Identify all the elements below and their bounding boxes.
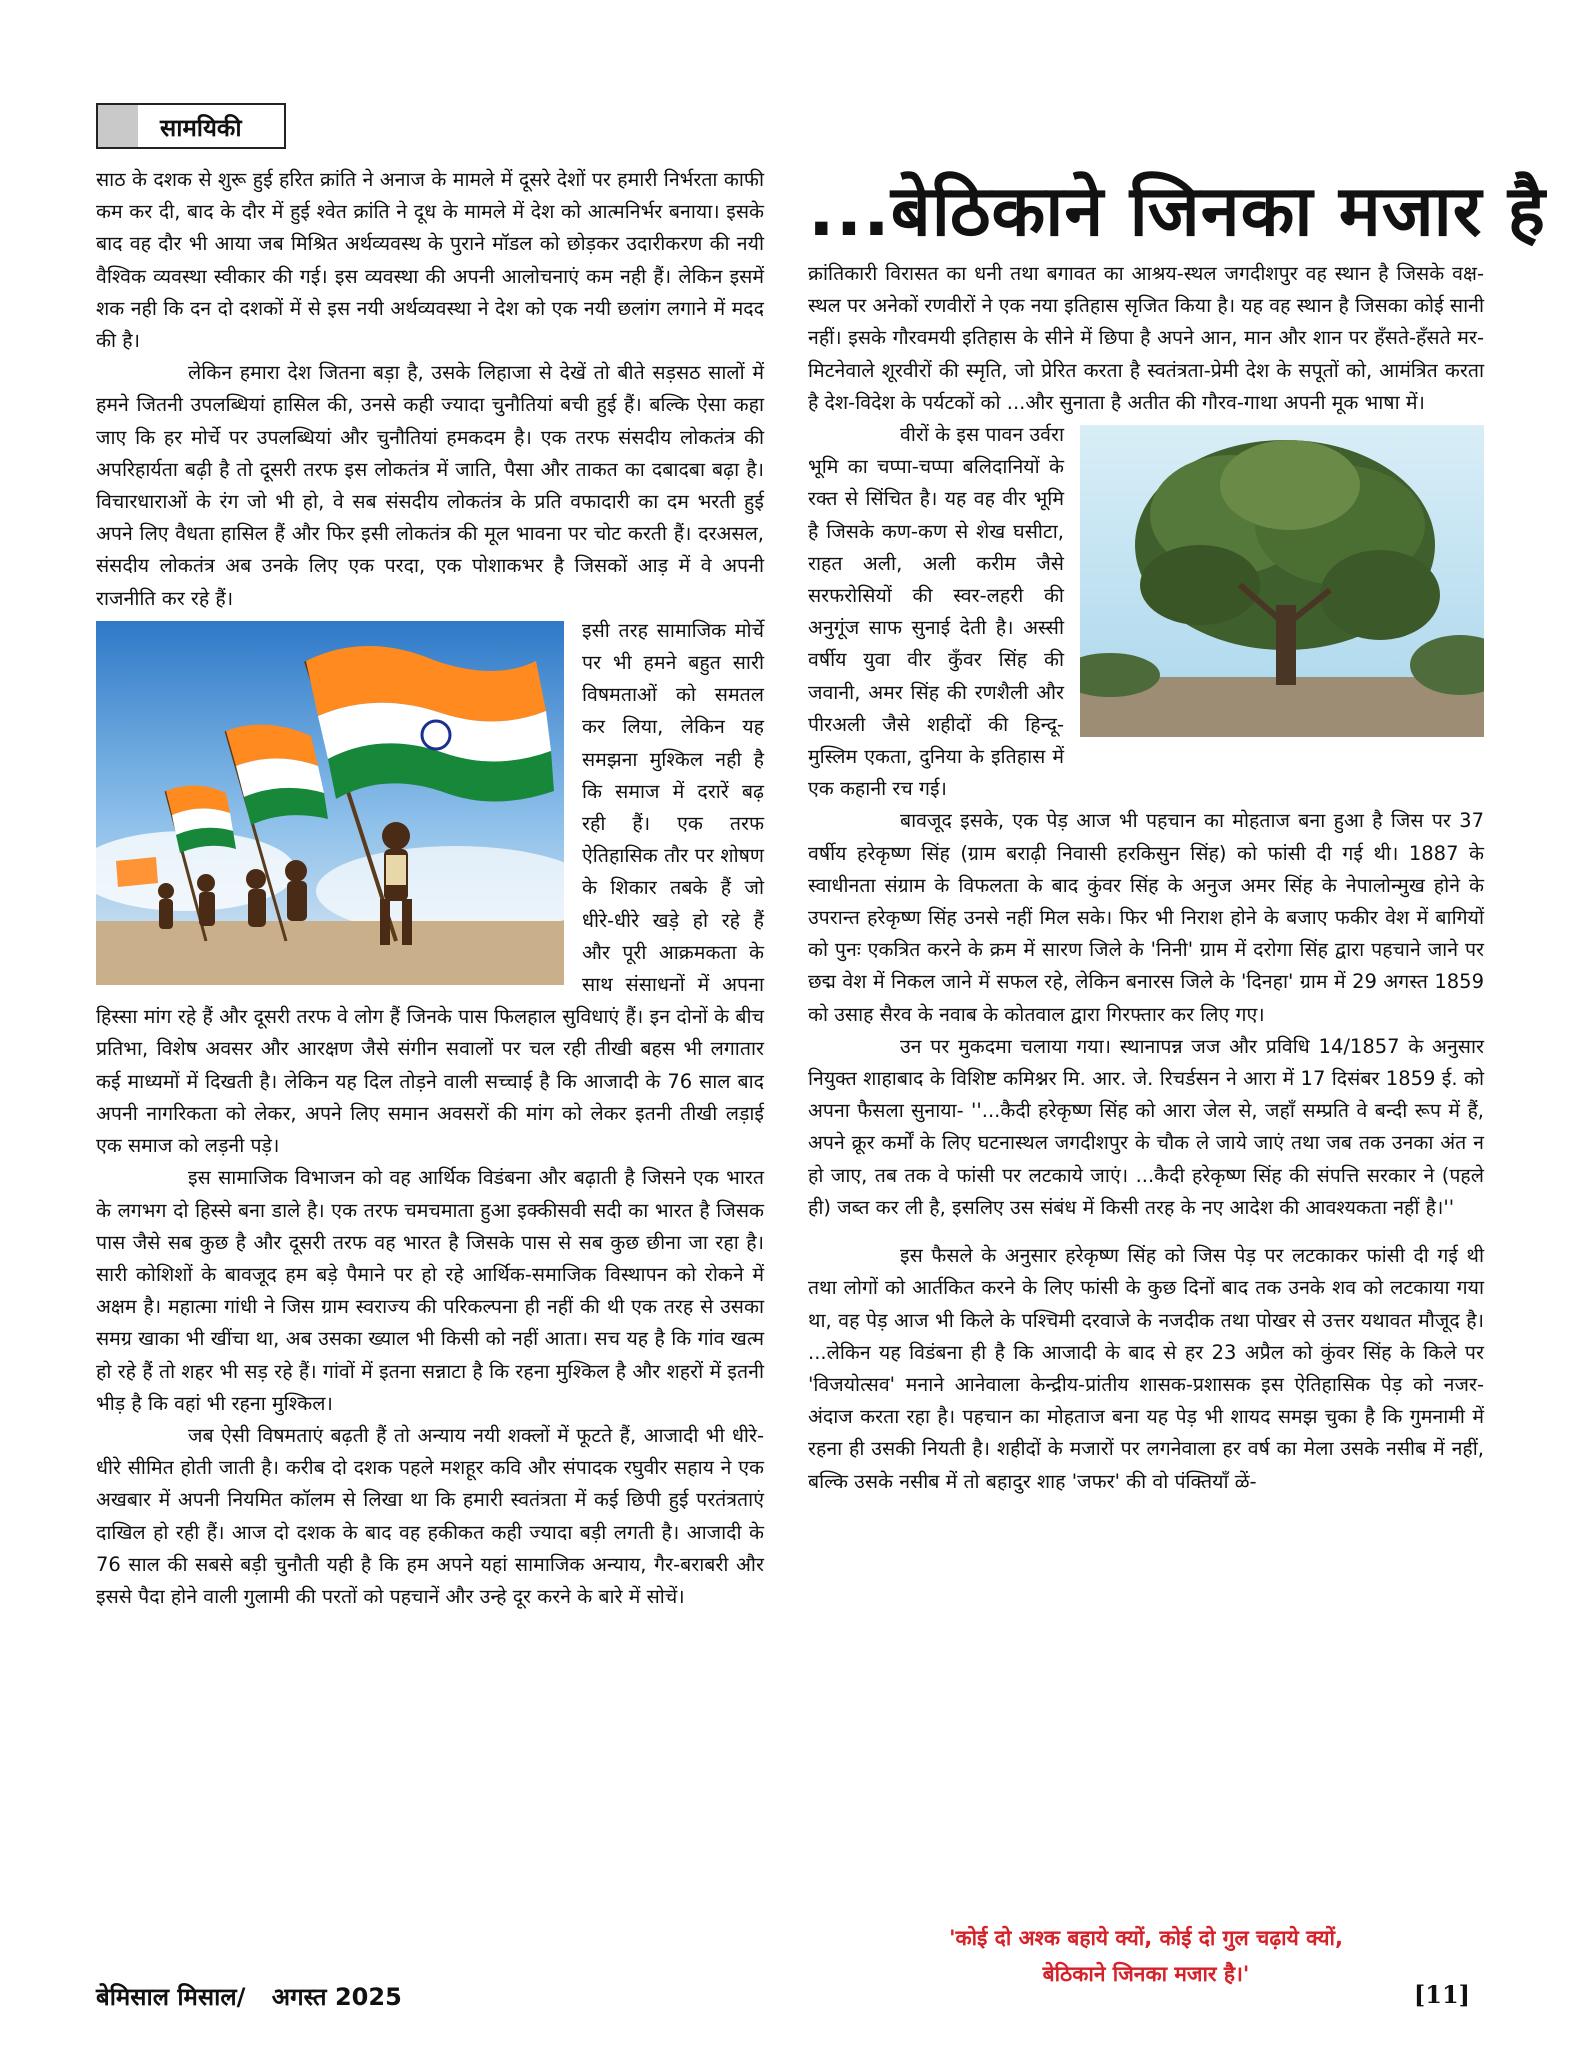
magazine-name: बेमिसाल मिसाल/	[96, 1983, 246, 2011]
right-paragraph-3: बावजूद इसके, एक पेड़ आज भी पहचान का मोहताज बना हुआ है जिस पर 37 वर्षीय हरेकृष्ण सिंह (ग्राम बराढ़ी निवासी हरकिसुन सिंह) को फांसी दी गई थी। 1887 के स्वाधीनता संग्राम के विफलता के बाद कुंवर सिंह के अनुज अमर सिंह के नेपालोन्मुख होने के उपरान्त हरेकृष्ण सिंह उनसे नहीं मिल सके। फिर भी निराश होने के बजाए फकीर वेश में बागियों को पुनः एकत्रित करने के क्रम में सारण जिले के 'निनी' ग्राम में दरोगा सिंह द्वारा पहचाने जाने पर छद्म वेश में निकल जाने में सफल रहे, लेकिन बनारस जिले के 'दिनहा' ग्राम में 29 अगस्त 1859 को उसाह सैरव के नवाब के कोतवाल द्वारा गिरफ्तार कर लिए गए।	[808, 809, 1484, 1026]
right-paragraph-1: क्रांतिकारी विरासत का धनी तथा बगावत का आश्रय-स्थल जगदीशपुर वह स्थान है जिसके वक्ष-स्थल पर अनेकों रणवीरों ने एक नया इतिहास सृजित किया है। यह वह स्थान है जिसका कोई सानी नहीं। इसके गौरवमयी इतिहास के सीने में छिपा है अपने आन, मान और शान पर हँसते-हँसते मर-मिटनेवाले शूरवीरों की स्मृति, जो प्रेरित करता है स्वतंत्रता-प्रेमी देश के सपूतों को, आमंत्रित करता है देश-विदेश के पर्यटकों को ...और सुनाता है अतीत की गौरव-गाथा अपनी मूक भाषा में।	[808, 262, 1484, 414]
issue-date: अगस्त 2025	[271, 1983, 402, 2011]
article-headline: ...बेठिकाने जिनका मजार है	[808, 170, 1546, 252]
tree-photo	[1080, 425, 1484, 737]
section-label: सामयिकी	[160, 114, 242, 142]
right-paragraph-4: उन पर मुकदमा चलाया गया। स्थानापन्न जज और प्रविधि 14/1857 के अनुसार नियुक्त शाहाबाद के विशिष्ट कमिश्नर मि. आर. जे. रिचर्डसन ने आरा में 17 दिसंबर 1859 ई. को अपना फैसला सुनाया- ''...कैदी हरेकृष्ण सिंह को आरा जेल से, जहाँ सम्प्रति वे बन्दी रूप में हैं, अपने क्रूर कर्मों के लिए घटनास्थल जगदीशपुर के चौक ले जाये जाएं तथा जब तक उनका अंत न हो जाए, तब तक वे फांसी पर लटकाये जाएं। ...कैदी हरेकृष्ण सिंह की संपत्ति सरकार ने (पहले ही) जब्त कर ली है, इसलिए उस संबंध में किसी तरह के नए आदेश की आवश्यकता नहीं है।''	[808, 1034, 1484, 1219]
quote-line-2: बेठिकाने जिनका मजार है।'	[1042, 1962, 1250, 1986]
section-tab	[96, 103, 286, 149]
left-paragraph-4: इस सामाजिक विभाजन को वह आर्थिक विडंबना और बढ़ाती है जिसने एक भारत के लगभग दो हिस्से बना डाले है। एक तरफ चमचमाता हुआ इक्कीसवी सदी का भारत है जिसक पास जैसे सब कुछ है और दूसरी तरफ वह भारत है जिसके पास से सब कुछ छीना जा रहा है। सारी कोशिशों के बावजूद हम बड़े पैमाने पर हो रहे आर्थिक-समाजिक विस्थापन को रोकने में अक्षम है। महात्मा गांधी ने जिस ग्राम स्वराज्य की परिकल्पना ही नहीं की थी एक तरह से उसका समग्र खाका भी खींचा था, अब उसका ख्याल भी किसी को नहीं आता। सच यह है कि गांव खत्म हो रहे हैं तो शहर भी सड़ रहे हैं। गांवों में इतना सन्नाटा है कि रहना मुश्किल है और शहरों में इतनी भीड़ है कि वहां भी रहना मुश्किल।	[96, 1166, 764, 1415]
right-column	[808, 258, 1484, 1498]
left-column	[96, 164, 764, 1613]
page-number: [11]	[1413, 1980, 1470, 2009]
section-tab-marker	[98, 105, 138, 147]
right-paragraph-5: इस फैसले के अनुसार हरेकृष्ण सिंह को जिस पेड़ पर लटकाकर फांसी दी गई थी तथा लोगों को आर्तकित करने के लिए फांसी के कुछ दिनों बाद तक उनके शव को लटकाया गया था, वह पेड़ आज भी किले के पश्चिमी दरवाजे के नजदीक तथा पोखर से उत्तर यथावत मौजूद है। ...लेकिन यह विडंबना ही है कि आजादी के बाद से हर 23 अप्रैल को कुंवर सिंह के किले पर 'विजयोत्सव' मनाने आनेवाला केन्द्रीय-प्रांतीय शासक-प्रशासक इस ऐतिहासिक पेड़ को नजर-अंदाज करता रहा है। पहचान का मोहताज बना यह पेड़ भी शायद समझ चुका है कि गुमनामी में रहना ही उसकी नियती है। शहीदों के मजारों पर लगनेवाला हर वर्ष का मेला उसके नसीब में नहीं, बल्कि उसके नसीब में तो बहादुर शाह 'जफर' की वो पंक्तियाँ ळें-	[808, 1244, 1484, 1493]
left-paragraph-1: साठ के दशक से शुरू हुई हरित क्रांति ने अनाज के मामले में दूसरे देशों पर हमारी निर्भरता काफी कम कर दी, बाद के दौर में हुई श्वेत क्रांति ने दूध के मामले में देश को आत्मनिर्भर बनाया। इसके बाद वह दौर भी आया जब मिश्रित अर्थव्यवस्थ के पुराने मॉडल को छोड़कर उदारीकरण की नयी वैश्विक व्यवस्था स्वीकार की गई। इस व्यवस्था की अपनी आलोचनाएं कम नही हैं। लेकिन इसमें शक नही कि दन दो दशकों में से इस नयी अर्थव्यवस्था ने देश को एक नयी छलांग लगाने में मदद की है।	[96, 168, 764, 353]
left-paragraph-5: जब ऐसी विषमताएं बढ़ती हैं तो अन्याय नयी शक्लों में फूटते हैं, आजादी भी धीरे-धीरे सीमित होती जाती है। करीब दो दशक पहले मशहूर कवि और संपादक रघुवीर सहाय ने एक अखबार में अपनी नियमित कॉलम से लिखा था कि हमारी स्वतंत्रता में कई छिपी हुई परतंत्रताएं दाखिल हो रही हैं। आज दो दशक के बाद वह हकीकत कही ज्यादा बड़ी लगती है। आजादी के 76 साल की सबसे बड़ी चुनौती यही है कि हम अपने यहां सामाजिक अन्याय, गैर-बराबरी और इससे पैदा होने वाली गुलामी की परतों को पहचानें और उन्हे दूर करने के बारे में सोचें।	[96, 1423, 764, 1608]
left-paragraph-3: इसी तरह सामाजिक मोर्चे पर भी हमने बहुत सारी विषमताओं को समतल कर लिया, लेकिन यह समझना मुश्किल नही है कि समाज में दरारें बढ़ रही हैं। एक तरफ ऐतिहासिक तौर पर शोषण के शिकार तबके हैं जो धीरे-धीरे खड़े हो रहे हैं और पूरी आक्रमकता के साथ संसाधनों में अपना हिस्सा मांग रहे हैं और दूसरी तरफ वे लोग हैं जिनके पास फिलहाल सुविधाएं हैं। इन दोनों के बीच प्रतिभा, विशेष अवसर और आरक्षण जैसे संगीन सवालों पर चल रही तीखी बहस भी लगातार कई माध्यमों में दिखती है। लेकिन यह दिल तोड़ने वाली सच्चाई है कि आजादी के 76 साल बाद अपनी नागरिकता को लेकर, अपने लिए समान अवसरों की मांग को लेकर इतनी तीखी लड़ाई एक समाज को लड़नी पड़े।	[96, 618, 765, 1158]
left-paragraph-2: लेकिन हमारा देश जितना बड़ा है, उसके लिहाजा से देखें तो बीते सड़सठ सालों में हमने जितनी उपलब्धियां हासिल की, उनसे कही ज्यादा चुनौतियां बची हुई हैं। बल्कि ऐसा कहा जाए कि हर मोर्चे पर उपलब्धियां और चुनौतियां हमकदम है। एक तरफ संसदीय लोकतंत्र की अपरिहार्यता बढ़ी है तो दूसरी तरफ इस लोकतंत्र में जाति, पैसा और ताकत का दबादबा बढ़ा है। विचारधाराओं के रंग जो भी हो, वे सब संसदीय लोकतंत्र के प्रति वफादारी का दम भरती हुई अपने लिए वैधता हासिल हैं और फिर इसी लोकतंत्र की मूल भावना पर चोट करती हैं। दरअसल, संसदीय लोकतंत्र अब उनके लिए एक परदा, एक पोशाकभर है जिसकों आड़ में वे अपनी राजनीति कर रहे हैं।	[96, 361, 764, 610]
closing-quote	[808, 1920, 1484, 1992]
flags-photo	[96, 621, 564, 985]
footer-publication	[96, 1980, 402, 2013]
right-paragraph-2: वीरों के इस पावन उर्वरा भूमि का चप्पा-चप्पा बलिदानियों के रक्त से सिंचित है। यह वह वीर भूमि है जिसके कण-कण से शेख घसीटा, राहत अली, अली करीम जैसे सरफरोसियों की स्वर-लहरी की अनुगूंज साफ सुनाई देती है। अस्सी वर्षीय युवा वीर कुँवर सिंह की जवानी, अमर सिंह की रणशैली और पीरअली जैसे शहीदों की हिन्दू-मुस्लिम एकता, दुनिया के इतिहास में एक कहानी रच गई।	[808, 423, 1064, 801]
quote-line-1: 'कोई दो अश्क बहाये क्यों, कोई दो गुल चढ़ाये क्यों,	[949, 1926, 1343, 1950]
